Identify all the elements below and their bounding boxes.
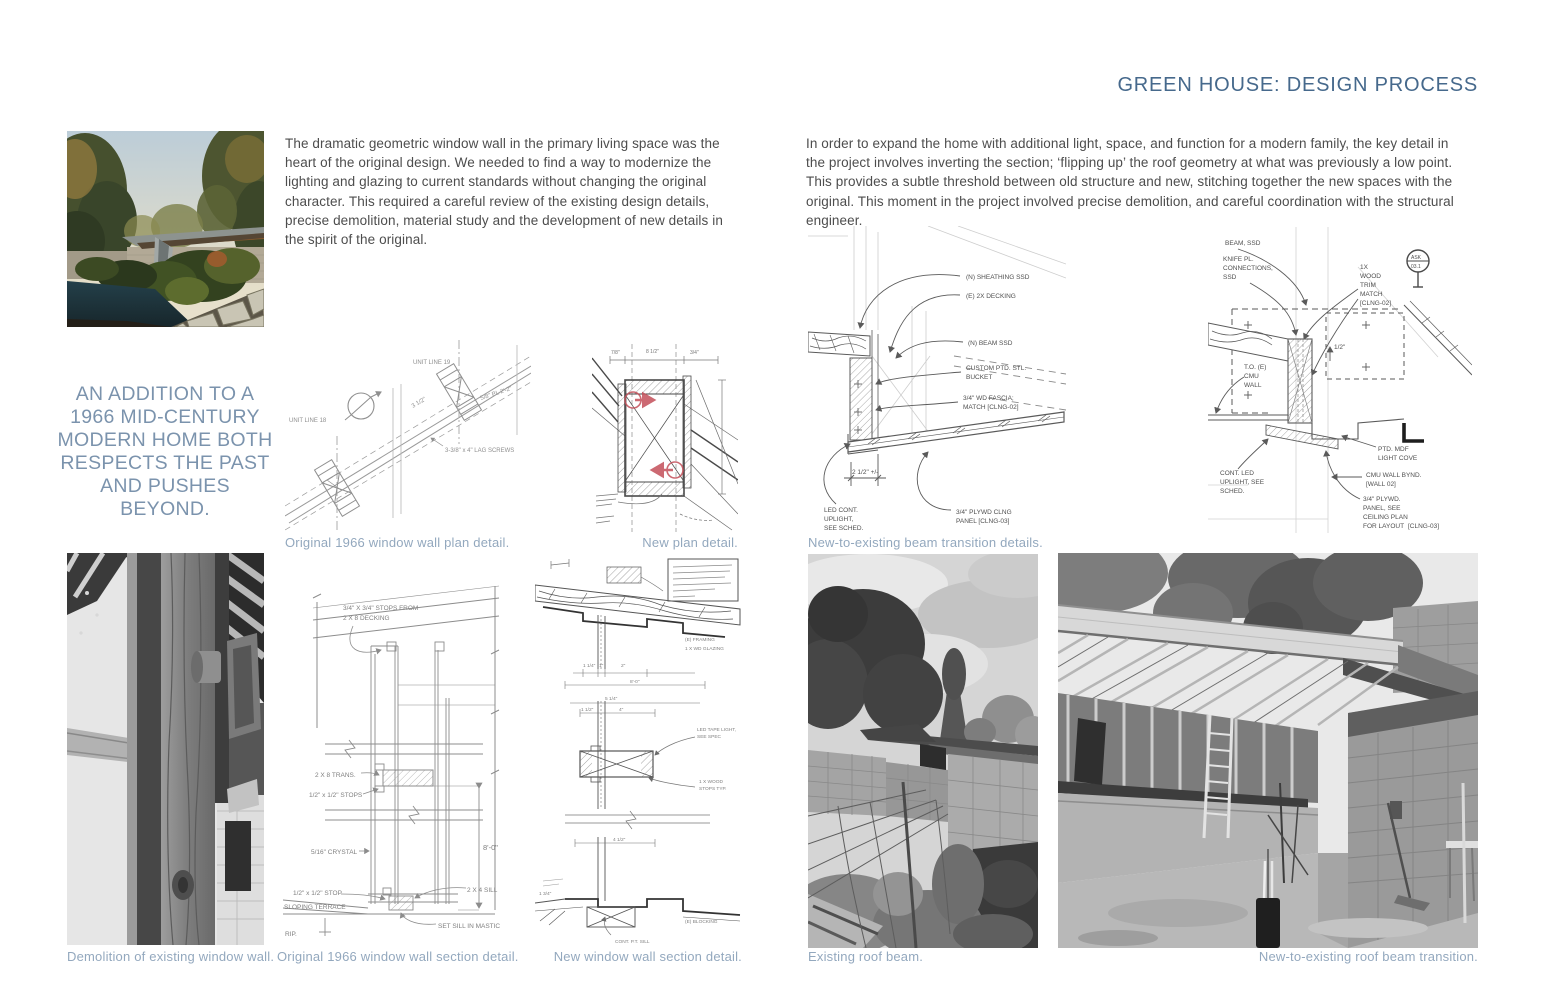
sketch-label: CONNECTIONS,: [1223, 265, 1273, 272]
sketch-label: 1X: [1360, 264, 1368, 271]
caption-existing-beam: Existing roof beam.: [808, 949, 924, 964]
sketch-label: PANEL, SEE: [1363, 505, 1401, 512]
sketch-label: MATCH: [1360, 291, 1383, 298]
sketch-label: (N) SHEATHING SSD: [966, 274, 1030, 281]
tagline-line: 1966 MID-CENTURY: [70, 406, 260, 428]
sketch-label: 3/4" PLYWD.: [1363, 496, 1401, 503]
sketch-label: BEAM, SSD: [1225, 240, 1261, 247]
north-mark: [1404, 423, 1424, 441]
caption-plan-original: Original 1966 window wall plan detail.: [285, 535, 510, 550]
hero-photo: [67, 131, 264, 327]
sketch-label: [WALL 02]: [1366, 481, 1396, 488]
sketch-label: 1 3/4": [539, 892, 552, 897]
sketch-dim: 2": [621, 664, 626, 669]
sketch-label: 1 X WOOD: [699, 780, 723, 785]
caption-demolition: Demolition of existing window wall.: [67, 949, 275, 964]
sketch-plan-new: [592, 344, 738, 532]
sketch-label: 3/4" X 3/4" STOPS FROM: [343, 605, 419, 612]
sketch-label: [CLNG-03]: [1408, 523, 1440, 530]
sketch-label: (N) BEAM SSD: [968, 340, 1013, 347]
existing-beam-photo: [808, 554, 1038, 948]
sketch-plan-original: [285, 340, 531, 532]
intro-paragraph-left: The dramatic geometric window wall in the primary living space was the heart of the original design. We needed to find a way to modernize the lighting and glazing to current standards without changing the original character. This required a careful review of the existing design details, precise demolition, material study and the development of new details in the spirit of the original.: [285, 136, 723, 248]
sketch-label: 1/2" x 1/2" STOPS: [309, 792, 363, 799]
sketch-label: 2 X 8 TRANS.: [315, 772, 356, 779]
sketch-label: SCHED.: [1220, 488, 1245, 495]
sketch-label: WOOD: [1360, 273, 1381, 280]
sketch-label: ASK: [1411, 255, 1422, 261]
sketch-label: 5/8" PL 2'-2": [479, 386, 513, 402]
sketch-label: (E) BLOCKING: [685, 920, 718, 925]
note-box: [668, 559, 738, 601]
sketch-beam-left: [808, 226, 1066, 532]
sketch-label: 3/4" WD FASCIA;: [963, 395, 1014, 402]
tagline-line: RESPECTS THE PAST: [60, 452, 270, 474]
sketch-dim: 4 1/2": [613, 838, 626, 843]
sketch-dim: 3/4": [690, 350, 699, 356]
sketch-label: FOR LAYOUT: [1363, 523, 1405, 530]
caption-section-new: New window wall section detail.: [553, 949, 742, 964]
sketch-label: CMU: [1244, 373, 1259, 380]
sketch-dim: 8'-0": [630, 680, 640, 685]
sketch-label: 2 X 4 SILL: [467, 887, 498, 894]
sketch-dim: 7/8": [611, 350, 620, 356]
sketch-label: 5/16" CRYSTAL: [311, 849, 358, 856]
sketch-label: UNIT LINE 18: [289, 418, 327, 424]
sketch-section-new: [535, 551, 742, 947]
sketch-label: PTD. MDF: [1378, 446, 1409, 453]
sketch-label: SEE SPEC: [697, 735, 721, 740]
sketch-label: 8'-0": [483, 843, 498, 852]
sketch-label: MATCH [CLNG-02]: [963, 404, 1019, 411]
sketch-label: 03.1: [1411, 264, 1421, 270]
hero-photo-art: [67, 131, 264, 327]
sketch-label: (E) 2X DECKING: [966, 293, 1016, 300]
worker: [1074, 718, 1106, 785]
beam-transition-photo: [1058, 553, 1478, 948]
caption-beam-details: New-to-existing beam transition details.: [808, 535, 1043, 550]
page-title: GREEN HOUSE: DESIGN PROCESS: [1117, 74, 1478, 96]
sketch-label: CONT. P.T. SILL: [615, 940, 650, 945]
caption-section-original: Original 1966 window wall section detail.: [277, 949, 519, 964]
sketch-label: 3-3/8" x 4" LAG SCREWS: [445, 448, 515, 454]
sketch-label: [CLNG-02]: [1360, 300, 1392, 307]
sketch-label: LED TAPE LIGHT,: [697, 728, 737, 733]
sketch-label: PANEL [CLNG-03]: [956, 518, 1010, 525]
sketch-label: LIGHT COVE: [1378, 455, 1418, 462]
tagline: [55, 383, 275, 521]
sketch-label: 3/4" PLYWD CLNG: [956, 509, 1012, 516]
sketch-label: UPLIGHT, SEE: [1220, 479, 1265, 486]
sketch-label: KNIFE PL.: [1223, 256, 1254, 263]
sketch-label: SET SILL IN MASTIC: [438, 923, 501, 930]
sketch-label: WALL: [1244, 382, 1262, 389]
sketch-dim: 1 1/4": [583, 664, 596, 669]
tagline-line: AND PUSHES BEYOND.: [100, 475, 230, 520]
sketch-dim: 1": [599, 664, 604, 669]
sketch-dim: 8 1/2": [646, 349, 659, 355]
caption-plan-new: New plan detail.: [642, 535, 738, 550]
sketch-beam-right: [1208, 227, 1472, 533]
sketch-label: 2 X 8 DECKING: [343, 615, 390, 622]
sketch-dim: 4": [619, 708, 624, 713]
sketch-label: SSD: [1223, 274, 1237, 281]
sketch-label: 1/2": [1334, 344, 1346, 351]
sketch-label: TRIM: [1360, 282, 1376, 289]
sketch-label: BUCKET: [966, 374, 993, 381]
sketch-label: STOPS TYP.: [699, 787, 727, 792]
sketch-label: 1 X WD GLAZING: [685, 647, 724, 652]
sketch-label: UPLIGHT,: [824, 516, 854, 523]
sketch-label: 1/2" x 1/2" STOP: [293, 890, 342, 897]
sketch-label: CMU WALL BYND.: [1366, 472, 1422, 479]
detail-bubble: [345, 392, 381, 420]
sketch-dim: 5 1/4": [605, 697, 618, 702]
red-markup: [625, 392, 683, 478]
tagline-line: AN ADDITION TO A: [75, 383, 255, 405]
sketch-label: CONT. LED: [1220, 470, 1254, 477]
caption-beam-transition: New-to-existing roof beam transition.: [1258, 949, 1478, 964]
sketch-label: UNIT LINE 19: [413, 360, 451, 366]
sketch-label: (E) FRAMING: [685, 638, 715, 643]
sketch-label: T.O. (E): [1244, 364, 1267, 371]
sketch-label: SLOPING TERRACE: [284, 904, 346, 911]
sketch-label: 3 1/2": [410, 396, 428, 410]
intro-paragraph-right: In order to expand the home with additional light, space, and function for a modern family, the key detail in the project involves inverting the section; ‘flipping up’ the roof geometry at what was previously a low point. This provides a subtle threshold between old structure and new, stitching together the new spaces with the original. This moment in the project involved precise demolition, and careful coordination with the structural engineer.: [806, 136, 1454, 228]
sketch-dim: 1 1/2": [581, 708, 594, 713]
sketch-label: CUSTOM PTD. STL.: [966, 365, 1027, 372]
sketch-label: RIP.: [285, 931, 297, 938]
sketch-section-original: [283, 558, 530, 945]
cmu-right-wall: [1348, 691, 1478, 948]
sketch-label: LED CONT.: [824, 507, 858, 514]
sketch-label: 2 1/2" +/-: [852, 469, 879, 476]
tagline-line: MODERN HOME BOTH: [57, 429, 273, 451]
demolition-photo: [67, 553, 264, 945]
sketch-label: CEILING PLAN: [1363, 514, 1408, 521]
sketch-label: SEE SCHED.: [824, 525, 864, 532]
